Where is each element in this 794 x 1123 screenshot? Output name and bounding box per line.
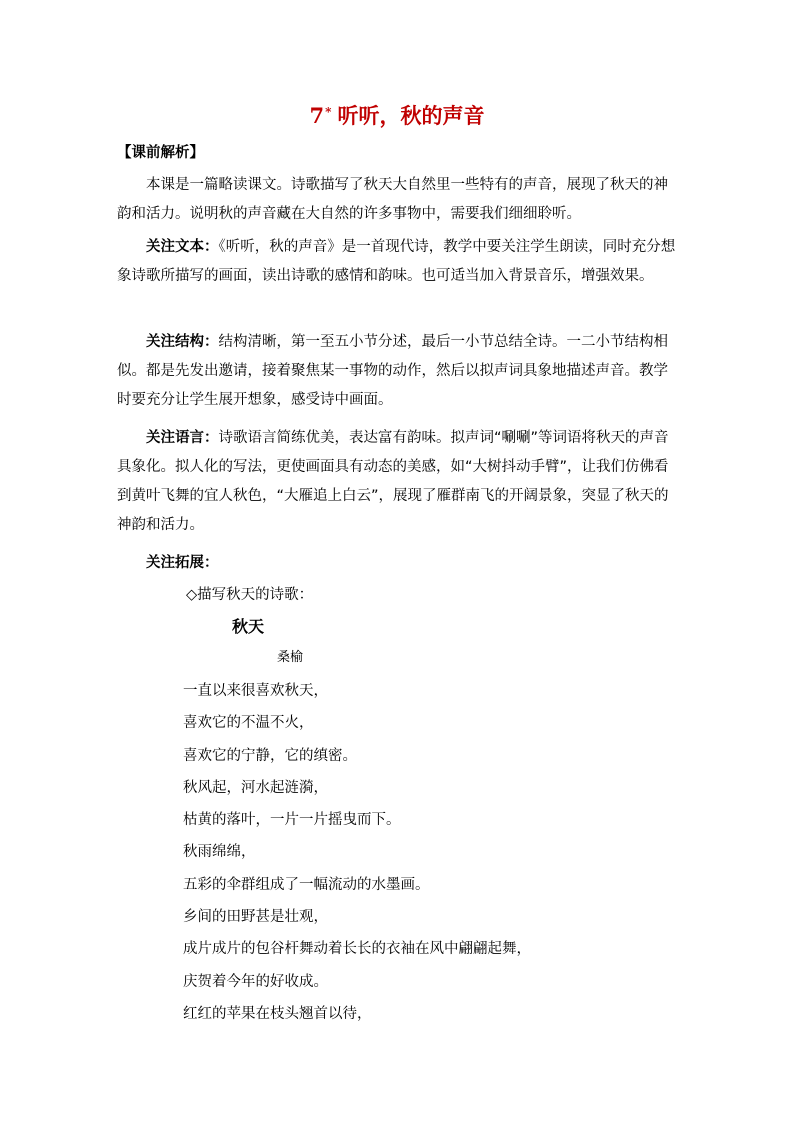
poem-title: 秋天 <box>232 617 265 636</box>
language-focus-body: 诗歌语言简练优美，表达富有韵味。拟声词“唰唰”等词语将秋天的声音具象化。拟人化的写法，更使画面具有动态的美感，如“大树抖动手臂”，让我们仿佛看到黄叶飞舞的宜人秋色，“大雁追上白云”，展现了雁群南飞的开阔景象，突显了秋天的神韵和活力。 <box>117 430 669 533</box>
poem-line: 庆贺着今年的好收成。 <box>183 973 328 990</box>
structure-focus-label: 关注结构： <box>146 334 219 350</box>
poem-line: 秋风起，河水起涟漪， <box>183 779 328 796</box>
language-focus-paragraph <box>117 424 677 540</box>
page-title <box>0 100 794 132</box>
poem-line: 枯黄的落叶，一片一片摇曳而下。 <box>183 812 401 829</box>
structure-focus-paragraph <box>117 328 677 415</box>
text-focus-paragraph <box>117 233 677 291</box>
poem-line: 成片成片的包谷杆舞动着长长的衣袖在风中翩翩起舞， <box>183 941 531 958</box>
extension-focus-paragraph <box>117 549 677 578</box>
language-focus-label: 关注语言： <box>146 430 219 446</box>
poem-line: 乡间的田野甚是壮观， <box>183 909 328 926</box>
lesson-number: 7 <box>309 103 325 128</box>
poem-line: 秋雨绵绵， <box>183 844 256 861</box>
poem-line: 五彩的伞群组成了一幅流动的水墨画。 <box>183 876 430 893</box>
poem-lines <box>183 675 531 1030</box>
poem-section-label: ◇描写秋天的诗歌： <box>186 587 314 603</box>
section-heading: 【课前解析】 <box>117 145 204 161</box>
extension-focus-label: 关注拓展： <box>146 555 219 571</box>
poem-line: 喜欢它的不温不火， <box>183 715 314 732</box>
optional-lesson-mark: * <box>325 105 332 119</box>
text-focus-body: 《听听，秋的声音》是一首现代诗，教学中要关注学生朗读，同时充分想象诗歌所描写的画面，读出诗歌的感情和韵味。也可适当加入背景音乐，增强效果。 <box>117 239 676 284</box>
structure-focus-body: 结构清晰，第一至五小节分述，最后一小节总结全诗。一二小节结构相似。都是先发出邀请，接着聚焦某一事物的动作，然后以拟声词具象地描述声音。教学时要充分让学生展开想象，感受诗中画面。 <box>117 334 668 408</box>
poem-author: 桑榆 <box>277 650 304 665</box>
poem-line: 一直以来很喜欢秋天， <box>183 683 328 699</box>
poem-line: 喜欢它的宁静，它的缜密。 <box>183 747 357 764</box>
lesson-title: 听听，秋的声音 <box>337 103 485 128</box>
intro-paragraph: 本课是一篇略读课文。诗歌描写了秋天大自然里一些特有的声音，展现了秋天的神韵和活力。说明秋的声音藏在大自然的许多事物中，需要我们细细聆听。 <box>117 177 668 222</box>
text-focus-label: 关注文本： <box>146 239 219 255</box>
poem-line: 红红的苹果在枝头翘首以待， <box>183 1005 372 1022</box>
